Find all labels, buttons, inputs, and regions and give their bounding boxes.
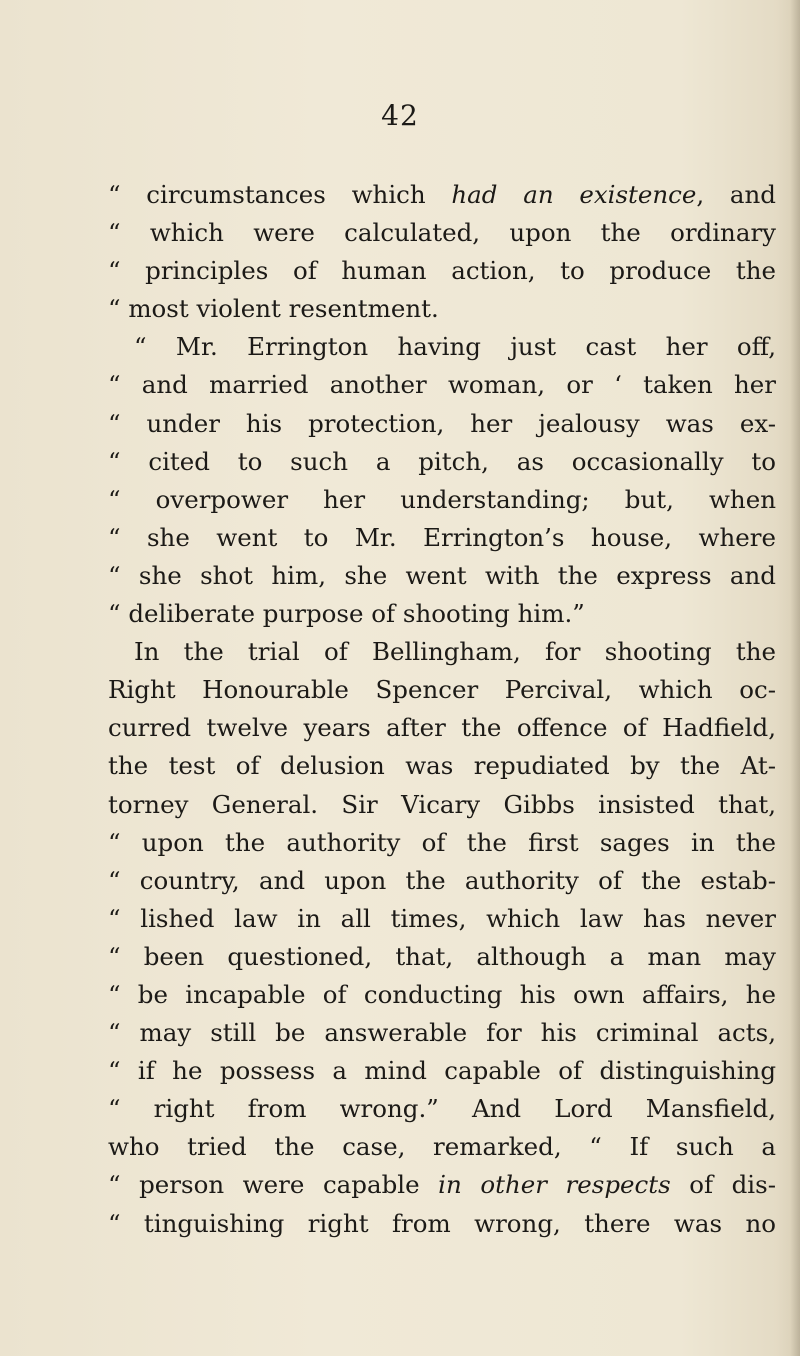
text-line: “ overpower her understanding; but, when [108,484,776,514]
text-line: curred twelve years after the offence of Hadfield, [108,713,776,743]
text-line: “ which were calculated, upon the ordinary [108,218,776,248]
text-line: “ upon the authority of the first sages in the [108,827,776,857]
text-line: “ circumstances which had an existence, and [108,180,776,209]
text-line: “ be incapable of conducting his own affairs, he [108,979,776,1009]
text-line: “ person were capable in other respects of dis- [108,1170,776,1200]
text-line: who tried the case, remarked, “ If such a [108,1132,776,1162]
text-line: “ she shot him, she went with the express and [108,560,776,590]
text-line: torney General. Sir Vicary Gibbs insisted that, [108,789,776,819]
text-line: Right Honourable Spencer Percival, which oc- [108,675,776,705]
text-line: “ lished law in all times, which law has never [108,903,776,933]
page-number: 42 [381,99,419,132]
text-line: “ Mr. Errington having just cast her off, [134,332,776,362]
text-line: “ country, and upon the authority of the estab- [108,865,776,895]
text-line: “ been questioned, that, although a man may [108,941,776,971]
text-line: “ right from wrong.” And Lord Mansfield, [108,1094,776,1124]
text-line: In the trial of Bellingham, for shooting the [134,637,776,667]
text-line: “ and married another woman, or ‘ taken her [108,370,776,400]
text-line: “ most violent resentment. [108,294,439,324]
text-line: “ principles of human action, to produce the [108,256,776,286]
text-line: “ deliberate purpose of shooting him.” [108,599,585,629]
text-line: “ cited to such a pitch, as occasionally to [108,446,776,476]
page-edge-shadow [790,0,800,1356]
text-line: the test of delusion was repudiated by the At- [108,751,776,781]
text-line: “ may still be answerable for his criminal acts, [108,1018,776,1048]
text-line: “ tinguishing right from wrong, there was no [108,1208,776,1238]
text-line: “ under his protection, her jealousy was ex- [108,408,776,438]
body-text [108,176,776,1243]
text-line: “ she went to Mr. Errington’s house, where [108,522,776,552]
text-line: “ if he possess a mind capable of distinguishing [108,1056,776,1086]
